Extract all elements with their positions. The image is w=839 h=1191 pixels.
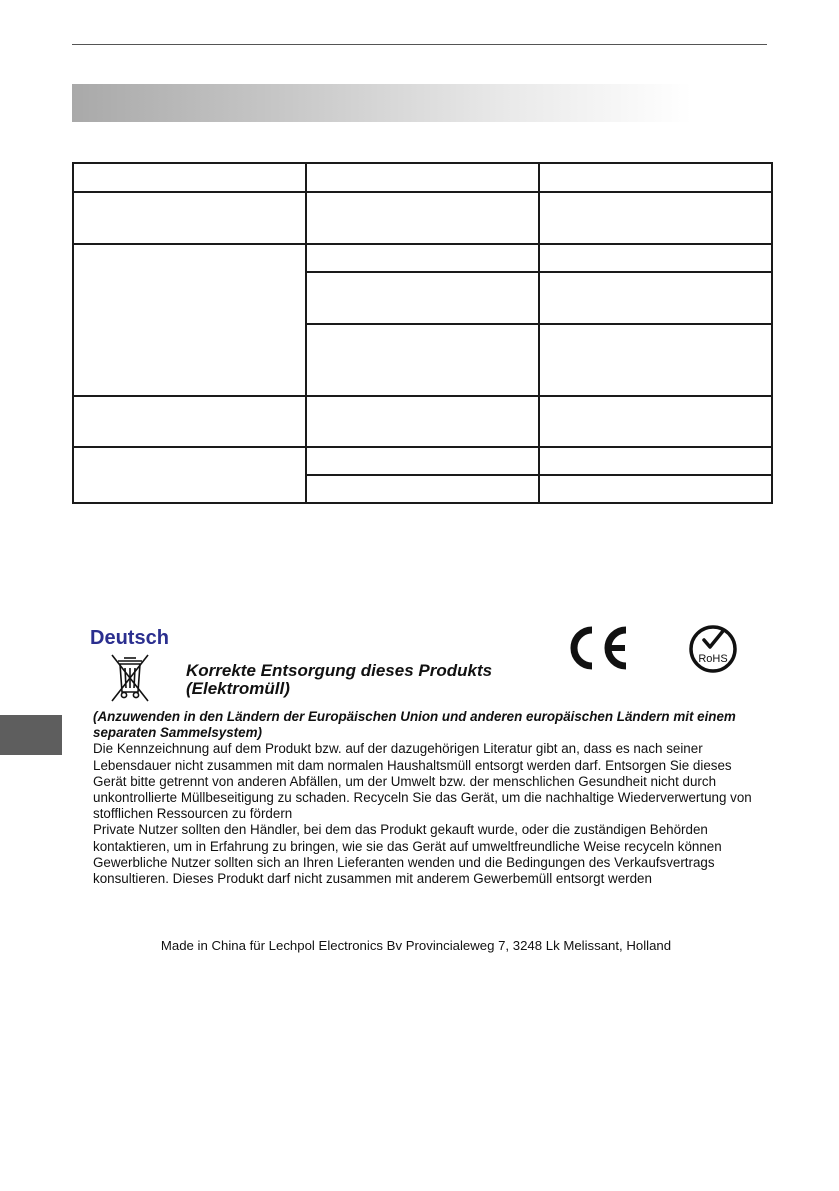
ce-mark-icon bbox=[565, 624, 631, 672]
side-tab-marker bbox=[0, 715, 62, 755]
disposal-heading bbox=[186, 662, 492, 698]
disposal-paragraph-1: Die Kennzeichnung auf dem Produkt bzw. auf der dazugehörigen Literatur gibt an, dass es nach seiner Lebensdauer nicht zusammen mit dam normalen Haushaltsmüll entsorgt werden darf. Entsorgen Sie dieses Gerät bitte getrennt von anderen Abfällen, um der Umwelt bzw. der menschlichen Gesundheit nicht durch unkontrollierte Müllbeseitigung zu schaden. Recyceln Sie das Gerät, um die nachhaltige Wiederverwertung von stofflichen Ressourcen zu fördern bbox=[93, 741, 752, 822]
table-cell bbox=[539, 244, 772, 272]
table-cell bbox=[306, 324, 539, 396]
table-cell bbox=[539, 475, 772, 503]
table-cell bbox=[306, 475, 539, 503]
table-cell bbox=[539, 396, 772, 447]
table-cell bbox=[306, 272, 539, 324]
table-cell bbox=[73, 192, 306, 244]
table-cell bbox=[306, 163, 539, 192]
table-cell bbox=[73, 244, 306, 396]
table-cell bbox=[73, 396, 306, 447]
table-cell bbox=[73, 163, 306, 192]
spec-table bbox=[72, 162, 773, 504]
table-row bbox=[73, 163, 772, 192]
table-cell bbox=[539, 163, 772, 192]
disposal-paragraph-3: Gewerbliche Nutzer sollten sich an Ihren Lieferanten wenden und die Bedingungen des Verkaufsvertrags konsultieren. Dieses Produkt darf nicht zusammen mit anderem Gewerbemüll entsorgt werden bbox=[93, 854, 715, 887]
header-gradient-bar bbox=[72, 84, 692, 122]
rohs-label: RoHS bbox=[698, 653, 728, 665]
table-cell bbox=[73, 447, 306, 503]
manufacturer-footer: Made in China für Lechpol Electronics Bv Provincialeweg 7, 3248 Lk Melissant, Holland bbox=[160, 938, 672, 953]
disposal-text bbox=[93, 709, 753, 887]
table-cell bbox=[306, 244, 539, 272]
table-row bbox=[73, 447, 772, 475]
disposal-intro: (Anzuwenden in den Ländern der Europäischen Union und anderen europäischen Ländern mit einem separaten Sammelsystem) bbox=[93, 709, 736, 741]
table-row bbox=[73, 396, 772, 447]
table-cell bbox=[539, 272, 772, 324]
table-cell bbox=[306, 192, 539, 244]
top-rule bbox=[72, 44, 767, 45]
crossed-out-wheelie-bin-icon bbox=[107, 652, 153, 704]
table-cell bbox=[539, 192, 772, 244]
disposal-heading-line2: (Elektromüll) bbox=[186, 679, 290, 698]
rohs-compliance-icon bbox=[688, 624, 738, 674]
language-title: Deutsch bbox=[90, 627, 169, 649]
table-cell bbox=[306, 447, 539, 475]
table-cell bbox=[539, 324, 772, 396]
table-row bbox=[73, 192, 772, 244]
table-cell bbox=[306, 396, 539, 447]
disposal-paragraph-2: Private Nutzer sollten den Händler, bei dem das Produkt gekauft wurde, oder die zuständigen Behörden kontaktieren, um in Erfahrung zu bringen, wie sie das Gerät auf umweltfreundliche Weise recyceln können bbox=[93, 822, 722, 854]
table-row bbox=[73, 244, 772, 272]
table-cell bbox=[539, 447, 772, 475]
disposal-heading-line1: Korrekte Entsorgung dieses Produkts bbox=[186, 661, 493, 680]
